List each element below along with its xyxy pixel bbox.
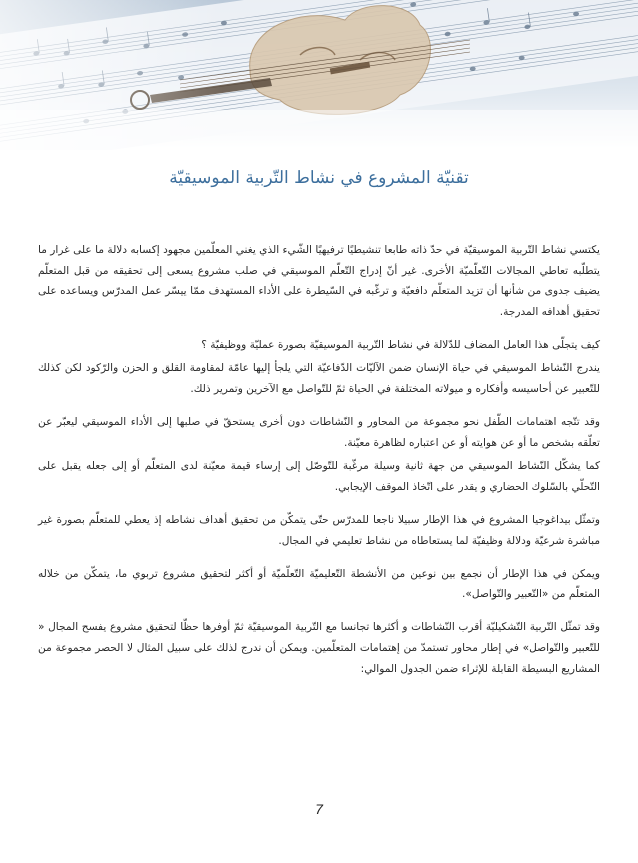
page-number: 7 — [315, 801, 323, 817]
paragraph: وقد تتّجه اهتمامات الطّفل نحو مجموعة من المحاور و النّشاطات دون أخرى يستحقّ في صلبها إلى الأداء الموسيقي ليعبّر عن تعلّقه بشخص ما أو عن هوايته أو عن اعتباره لظاهرة معيّنة. — [38, 416, 600, 449]
paragraph: ويمكن في هذا الإطار أن نجمع بين نوعين من الأنشطة التّعليميّة التّعلّميّة أو أكثر لتحقيق مشروع تربوي ما، يتمكّن من خلاله المتعلّم من «التّعبير والتّواصل». — [38, 567, 600, 601]
paragraph: كيف يتجلّى هذا العامل المضاف للدّلالة في نشاط التّربية الموسيقيّة بصورة عمليّة ووظيفيّة ؟ — [201, 338, 600, 351]
header-music-illustration — [0, 0, 638, 150]
body-text — [38, 240, 600, 692]
paragraph: يندرج النّشاط الموسيقي في حياة الإنسان ضمن الآليّات الدّفاعيّة التي يلجأ إليها عامّة لمقاومة القلق و الحزن والرّكود لكن كذلك للتّعبير عن أحاسيسه وأفكاره و ميولاته المختلفة في الحياة ثمّ للتّواصل مع الآخرين وتمرير ذلك. — [38, 362, 600, 396]
page-title: تقنيّة المشروع في نشاط التّربية الموسيقيّة — [169, 168, 469, 188]
paragraph: وقد تمثّل التّربية التّشكيليّة أقرب النّشاطات و أكثرها تجانسا مع التّربية الموسيقيّة ثمّ أوفرها حظّا لتحقيق مشروع يفسح المجال « للتّعبير والتّواصل» في إطار محاور تستمدّ من إهتمامات المتعلّمين. ويمكن أن ندرج لذلك على سبيل المثال لا الحصر مجموعة من المشاريع البسيطة القابلة للإثراء ضمن الجدول الموالي: — [38, 621, 600, 675]
paragraph: كما يشكّل النّشاط الموسيقي من جهة ثانية وسيلة مرغّبة للتّوصّل إلى إرساء قيمة معيّنة لدى المتعلّم أو إلى جعله يقبل على التّحلّي بالسّلوك الحضاري و يقدر على اتّخاذ الموقف الإيجابي. — [38, 460, 600, 493]
paragraph: وتمثّل بيداغوجيا المشروع في هذا الإطار سبيلا ناجعا للمدرّس حتّى يتمكّن من تحقيق أهداف نشاطه إذ يعطي للمتعلّم بصورة غير مباشرة شرعيّة ودلالة وظيفيّة لما يستعاطاه من نشاط تعليمي في المجال. — [38, 514, 600, 547]
paragraph: يكتسي نشاط التّربية الموسيقيّة في حدّ ذاته طابعا تنشيطيًا ترفيهيًا الشّيء الذي يغني المعلّمين مجهود إكسابه دلالة ما على غرار ما يتطلّبه تعاطي المجالات التّعلّميّة الأخرى. غير أنّ إدراج التّعلّم الموسيقي في صلب مشروع يسعى إلى تحقيقه من قبل المتعلّم يضيف جدوى من شأنها أن تزيد المتعلّم دافعيّة و ترغّبه في السّيطرة على الأداء المستهدف ممّا ييسّر عمل المدرّس ويساعده على تحقيق أهدافه المدرجة. — [38, 244, 600, 318]
sheet-music-violin-illustration — [0, 0, 638, 150]
